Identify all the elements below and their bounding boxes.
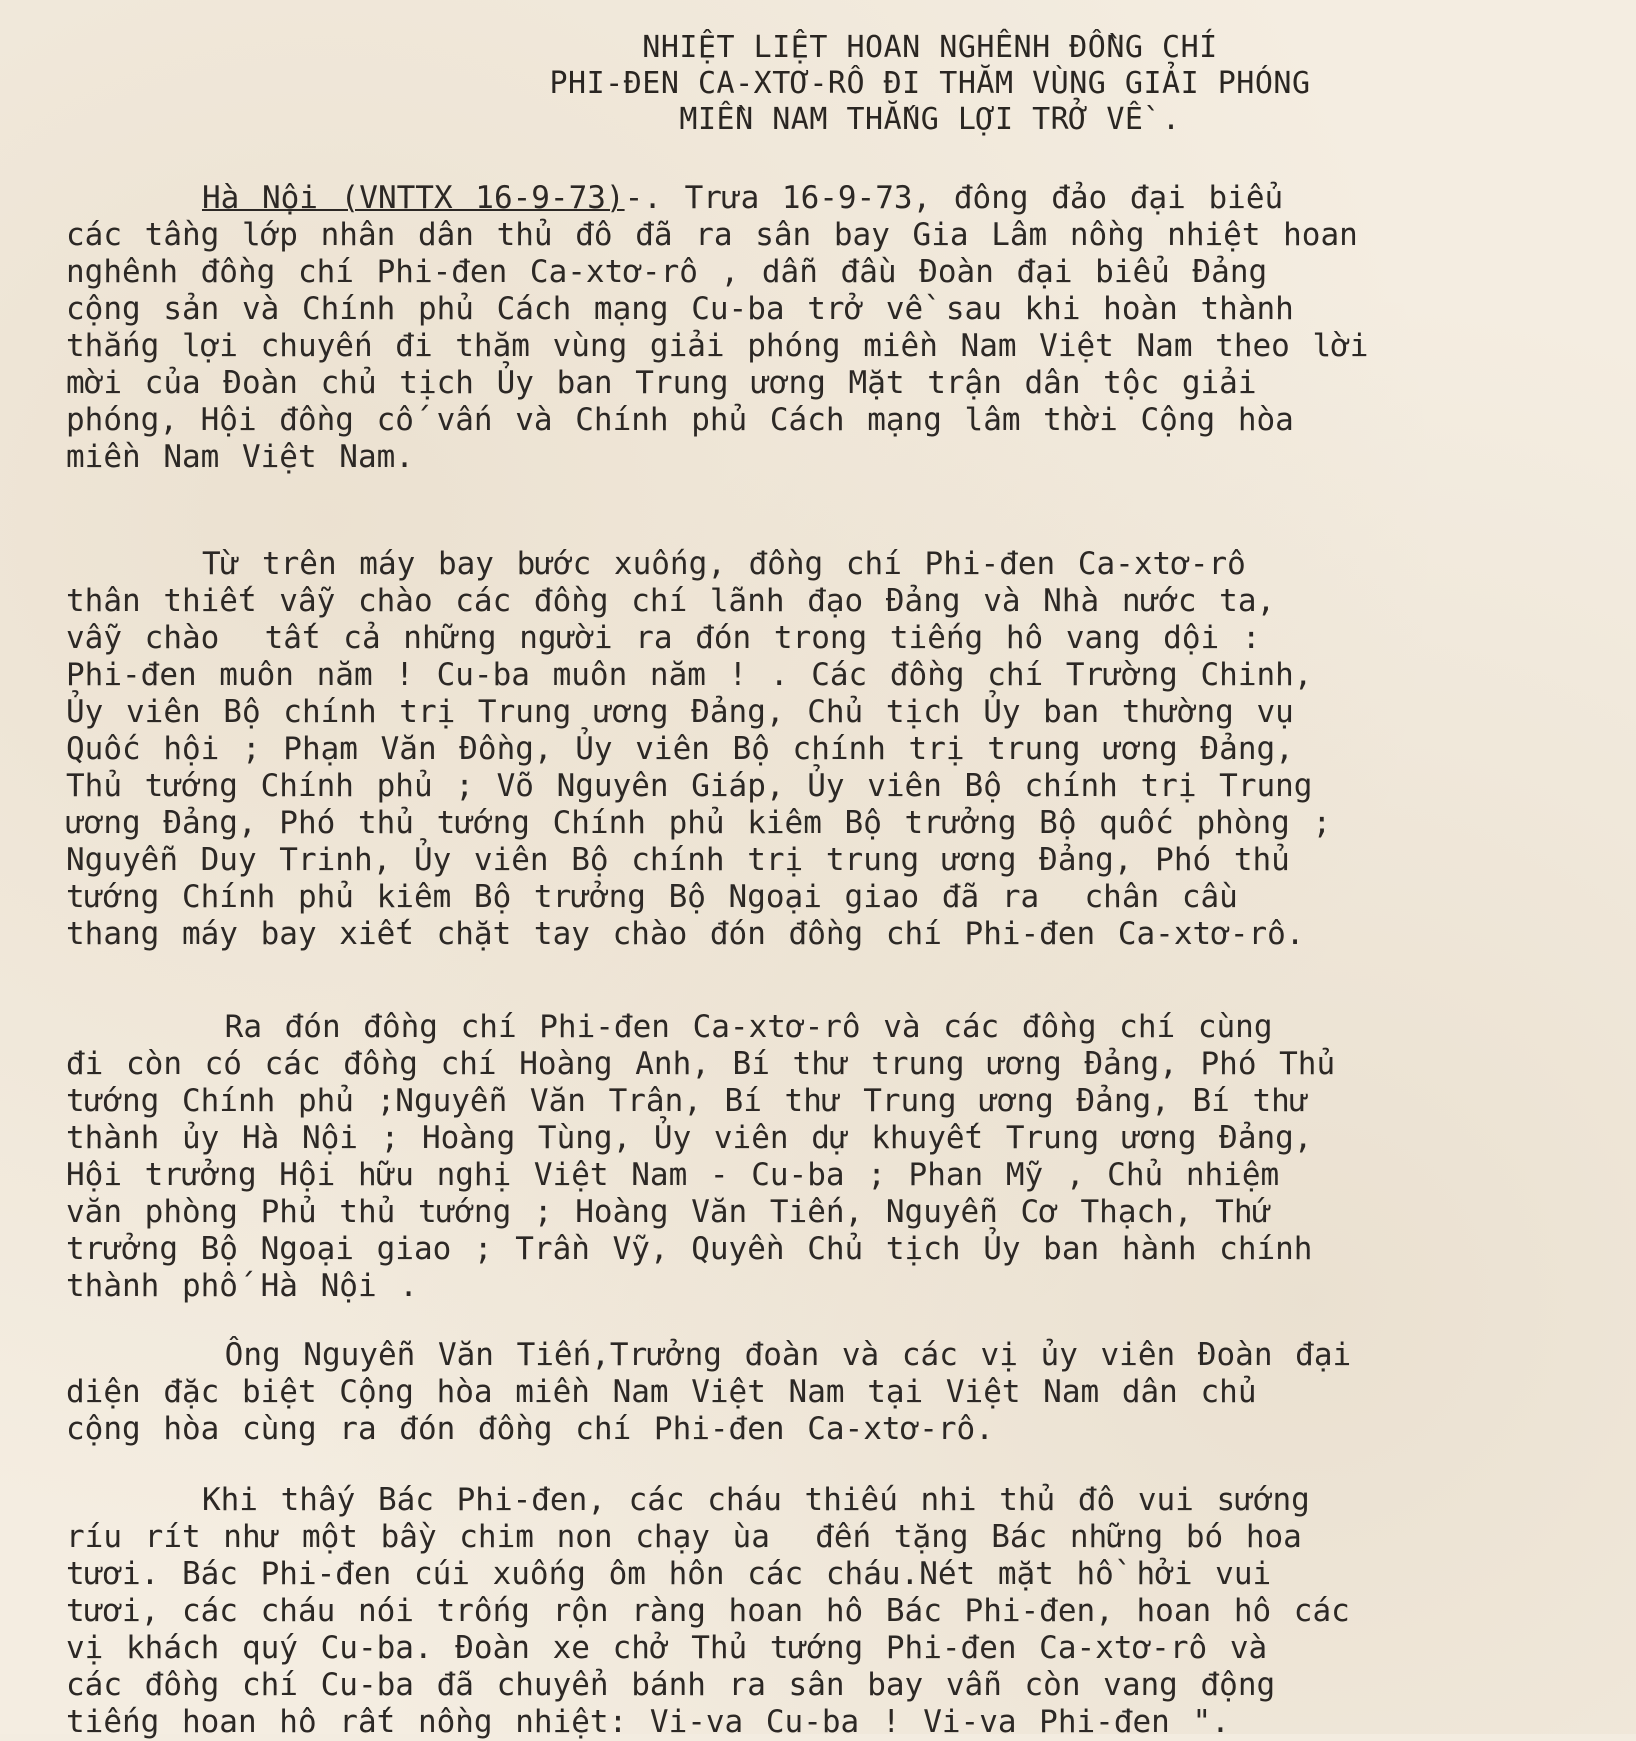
paragraph-2: Từ trên máy bay bước xuống, đồng chí Phi-đen Ca-xtơ-rô thân thiết vẫy chào các đồng chí lãnh đạo Đảng và Nhà nước ta, vẫy chào tất cả những người ra đón trong tiếng hô vang dội : Phi-đen muôn năm ! Cu-ba muôn năm ! . Các đồng chí Trường Chinh, Ủy viên Bộ chính trị Trung ương Đảng, Chủ tịch Ủy ban thường vụ Quốc hội ; Phạm Văn Đồng, Ủy viên Bộ chính trị trung ương Đảng, Thủ tướng Chính phủ ; Võ Nguyên Giáp, Ủy viên Bộ chính trị Trung ương Đảng, Phó thủ tướng Chính phủ kiêm Bộ trưởng Bộ quốc phòng ; Nguyễn Duy Trinh, Ủy viên Bộ chính trị trung ương Đảng, Phó thủ tướng Chính phủ kiêm Bộ trưởng Bộ Ngoại giao đã ra chân cầu thang máy bay xiết chặt tay chào đón đồng chí Phi-đen Ca-xtơ-rô. [66,546,1332,952]
document-heading [400,30,1460,138]
paragraph-3: Ra đón đồng chí Phi-đen Ca-xtơ-rô và các đồng chí cùng đi còn có các đồng chí Hoàng Anh, Bí thư trung ương Đảng, Phó Thủ tướng Chính phủ ;Nguyễn Văn Trân, Bí thư Trung ương Đảng, Bí thư thành ủy Hà Nội ; Hoàng Tùng, Ủy viên dự khuyết Trung ương Đảng, Hội trưởng Hội hữu nghị Việt Nam - Cu-ba ; Phan Mỹ , Chủ nhiệm văn phòng Phủ thủ tướng ; Hoàng Văn Tiến, Nguyễn Cơ Thạch, Thứ trưởng Bộ Ngoại giao ; Trần Vỹ, Quyền Chủ tịch Ủy ban hành chính thành phố Hà Nội . [66,1009,1336,1304]
article-body [66,180,1596,1741]
paragraph-4: Ông Nguyễn Văn Tiến,Trưởng đoàn và các vị ủy viên Đoàn đại diện đặc biệt Cộng hòa miền Nam Việt Nam tại Việt Nam dân chủ cộng hòa cùng ra đón đồng chí Phi-đen Ca-xtơ-rô. [66,1337,1352,1447]
heading-line-3: MIỀN NAM THẮNG LỢI TRỞ VỀ . [679,102,1181,137]
heading-line-1: NHIỆT LIỆT HOAN NGHÊNH ĐỒNG CHÍ [642,30,1218,65]
paragraph-1-text: -. Trưa 16-9-73, đông đảo đại biểu các tầng lớp nhân dân thủ đô đã ra sân bay Gia Lâm nồng nhiệt hoan nghênh đồng chí Phi-đen Ca-xtơ-rô , dẫn đầu Đoàn đại biểu Đảng cộng sản và Chính phủ Cách mạng Cu-ba trở về sau khi hoàn thành thắng lợi chuyến đi thăm vùng giải phóng miền Nam Việt Nam theo lời mời của Đoàn chủ tịch Ủy ban Trung ương Mặt trận dân tộc giải phóng, Hội đồng cố vấn và Chính phủ Cách mạng lâm thời Cộng hòa miền Nam Việt Nam. [66,180,1369,475]
dateline: Hà Nội (VNTTX 16-9-73) [201,180,625,216]
paragraph-5: Khi thấy Bác Phi-đen, các cháu thiếu nhi thủ đô vui sướng ríu rít như một bầy chim non chạy ùa đến tặng Bác những bó hoa tươi. Bác Phi-đen cúi xuống ôm hôn các cháu.Nét mặt hồ hởi vui tươi, các cháu nói trống rộn ràng hoan hô Bác Phi-đen, hoan hô các vị khách quý Cu-ba. Đoàn xe chở Thủ tướng Phi-đen Ca-xtơ-rô và các đồng chí Cu-ba đã chuyển bánh ra sân bay vẫn còn vang động tiếng hoan hô rất nồng nhiệt: Vi-va Cu-ba ! Vi-va Phi-đen ". [66,1482,1350,1740]
paragraph-1 [66,180,1596,476]
heading-line-2: PHI-ĐEN CA-XTƠ-RÔ ĐI THĂM VÙNG GIẢI PHÓNG [549,66,1311,101]
